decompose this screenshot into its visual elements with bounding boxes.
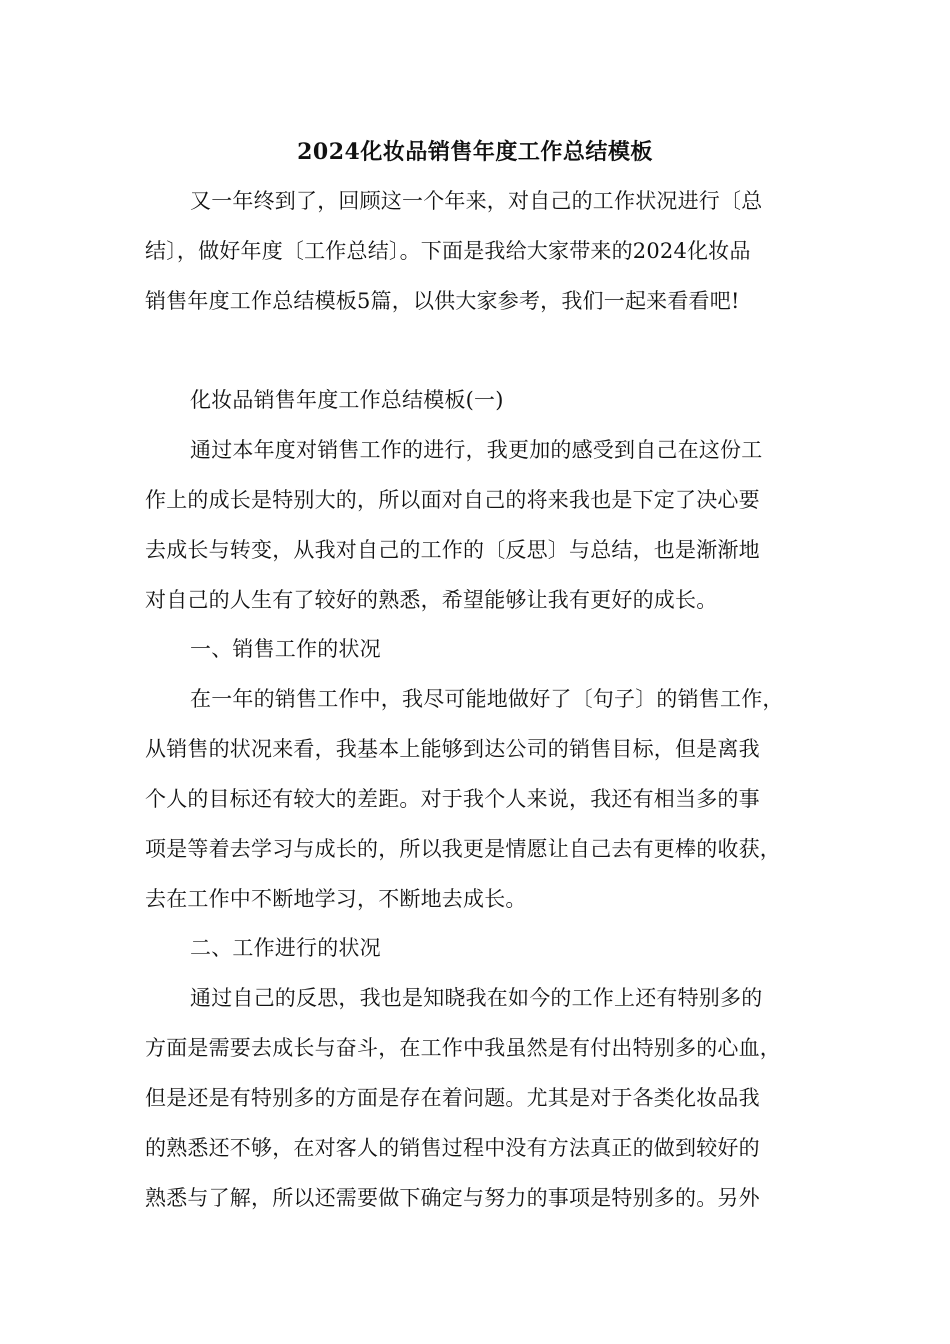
paragraph-line: 项是等着去学习与成长的，所以我更是情愿让自己去有更棒的收获， bbox=[145, 837, 781, 861]
intro-line-3: 销售年度工作总结模板5篇，以供大家参考，我们一起来看看吧! bbox=[145, 289, 740, 313]
paragraph-line: 通过自己的反思，我也是知晓我在如今的工作上还有特别多的 bbox=[190, 986, 763, 1010]
intro-line-2: 结〕，做好年度〔工作总结〕。下面是我给大家带来的2024化妆品 bbox=[145, 239, 751, 263]
paragraph-line: 对自己的人生有了较好的熟悉，希望能够让我有更好的成长。 bbox=[145, 588, 718, 612]
paragraph-line: 的熟悉还不够，在对客人的销售过程中没有方法真正的做到较好的 bbox=[145, 1136, 760, 1160]
section-heading: 化妆品销售年度工作总结模板(一) bbox=[190, 388, 504, 412]
paragraph-line: 熟悉与了解，所以还需要做下确定与努力的事项是特别多的。另外 bbox=[145, 1186, 760, 1210]
paragraph-line: 在一年的销售工作中，我尽可能地做好了〔句子〕的销售工作， bbox=[190, 687, 784, 711]
paragraph-line: 去成长与转变，从我对自己的工作的〔反思〕与总结，也是渐渐地 bbox=[145, 538, 760, 562]
subheading-2: 二、工作进行的状况 bbox=[190, 936, 381, 960]
paragraph-line: 从销售的状况来看，我基本上能够到达公司的销售目标，但是离我 bbox=[145, 737, 760, 761]
paragraph-line: 去在工作中不断地学习，不断地去成长。 bbox=[145, 887, 527, 911]
paragraph-line: 但是还是有特别多的方面是存在着问题。尤其是对于各类化妆品我 bbox=[145, 1086, 760, 1110]
paragraph-line: 作上的成长是特别大的，所以面对自己的将来我也是下定了决心要 bbox=[145, 488, 760, 512]
paragraph-line: 通过本年度对销售工作的进行，我更加的感受到自己在这份工 bbox=[190, 438, 763, 462]
document-title: 2024化妆品销售年度工作总结模板 bbox=[297, 139, 653, 165]
subheading-1: 一、销售工作的状况 bbox=[190, 637, 381, 661]
intro-line-1: 又一年终到了，回顾这一个年来，对自己的工作状况进行〔总 bbox=[190, 189, 763, 213]
paragraph-line: 方面是需要去成长与奋斗，在工作中我虽然是有付出特别多的心血， bbox=[145, 1036, 781, 1060]
paragraph-line: 个人的目标还有较大的差距。对于我个人来说，我还有相当多的事 bbox=[145, 787, 760, 811]
